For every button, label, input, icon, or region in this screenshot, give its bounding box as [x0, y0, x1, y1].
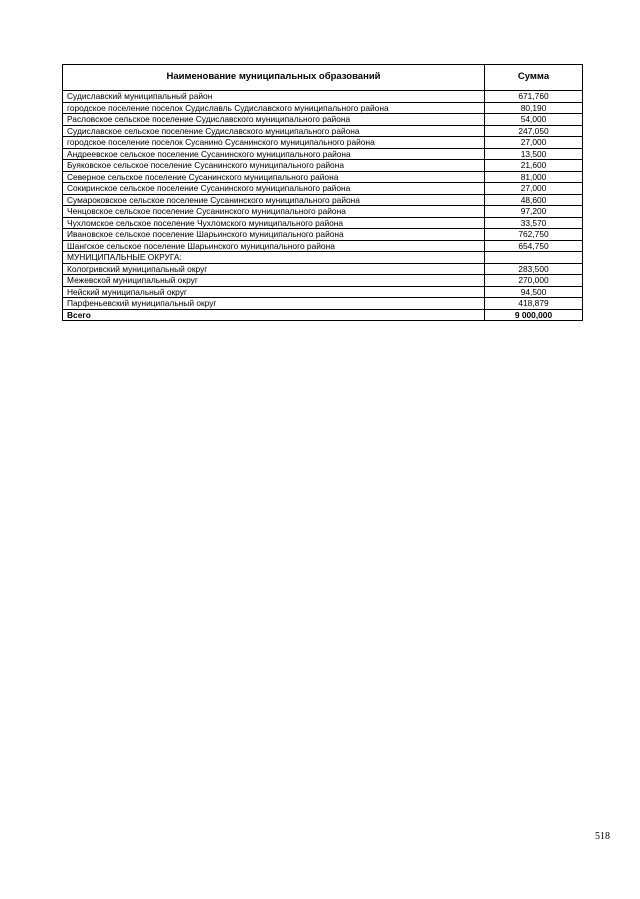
row-sum-cell: 21,600 [485, 160, 583, 172]
row-name-cell: городское поселение поселок Судиславль Судиславского муниципального района [63, 102, 485, 114]
total-sum-cell: 9 000,000 [485, 309, 583, 321]
table-row [63, 114, 583, 126]
row-name-cell: Андреевское сельское поселение Сусанинского муниципального района [63, 148, 485, 160]
table-row [63, 171, 583, 183]
row-sum-cell: 762,750 [485, 229, 583, 241]
row-name-cell: Чухломское сельское поселение Чухломского муниципального района [63, 217, 485, 229]
row-name-cell: Судиславский муниципальный район [63, 91, 485, 103]
row-sum-cell: 54,000 [485, 114, 583, 126]
row-sum-cell: 33,570 [485, 217, 583, 229]
table-row [63, 194, 583, 206]
row-name-cell: Расловское сельское поселение Судиславского муниципального района [63, 114, 485, 126]
row-sum-cell: 27,000 [485, 137, 583, 149]
row-sum-cell: 418,879 [485, 298, 583, 310]
table-row [63, 183, 583, 195]
table-row [63, 240, 583, 252]
row-name-cell: городское поселение поселок Сусанино Сусанинского муниципального района [63, 137, 485, 149]
column-header-sum: Сумма [485, 65, 583, 91]
table-row [63, 91, 583, 103]
row-sum-cell: 80,190 [485, 102, 583, 114]
table-row [63, 229, 583, 241]
row-name-cell: Сокиринское сельское поселение Сусанинского муниципального района [63, 183, 485, 195]
row-sum-cell: 97,200 [485, 206, 583, 218]
row-name-cell: Сумароковское сельское поселение Сусанинского муниципального района [63, 194, 485, 206]
table-row [63, 275, 583, 287]
row-name-cell: Межевской муниципальный округ [63, 275, 485, 287]
row-sum-cell: 13,500 [485, 148, 583, 160]
table-row [63, 160, 583, 172]
table-row [63, 298, 583, 310]
row-name-cell: Ивановское сельское поселение Шарьинского муниципального района [63, 229, 485, 241]
row-sum-cell: 270,000 [485, 275, 583, 287]
page-number: 518 [595, 831, 610, 842]
row-sum-cell: 654,750 [485, 240, 583, 252]
row-name-cell: Судиславское сельское поселение Судиславского муниципального района [63, 125, 485, 137]
row-name-cell: МУНИЦИПАЛЬНЫЕ ОКРУГА: [63, 252, 485, 264]
row-name-cell: Парфеньевский муниципальный округ [63, 298, 485, 310]
row-sum-cell: 81,000 [485, 171, 583, 183]
table-header-row [63, 65, 583, 91]
row-sum-cell: 27,000 [485, 183, 583, 195]
row-sum-cell: 94,500 [485, 286, 583, 298]
row-name-cell: Северное сельское поселение Сусанинского муниципального района [63, 171, 485, 183]
row-sum-cell: 671,760 [485, 91, 583, 103]
row-name-cell: Кологривский муниципальный округ [63, 263, 485, 275]
row-name-cell: Ченцовское сельское поселение Сусанинского муниципального района [63, 206, 485, 218]
table-row [63, 252, 583, 264]
row-sum-cell: 247,050 [485, 125, 583, 137]
table-row [63, 125, 583, 137]
row-name-cell: Нейский муниципальный округ [63, 286, 485, 298]
table-row [63, 286, 583, 298]
table-row [63, 206, 583, 218]
table-row [63, 137, 583, 149]
row-name-cell: Буяковское сельское поселение Сусанинского муниципального района [63, 160, 485, 172]
total-row [63, 309, 583, 321]
column-header-name: Наименование муниципальных образований [63, 65, 485, 91]
table-row [63, 148, 583, 160]
allocation-table [62, 64, 583, 321]
total-label-cell: Всего [63, 309, 485, 321]
table-row [63, 102, 583, 114]
row-sum-cell: 283,500 [485, 263, 583, 275]
row-sum-cell: 48,600 [485, 194, 583, 206]
row-name-cell: Шангское сельское поселение Шарьинского муниципального района [63, 240, 485, 252]
row-sum-cell [485, 252, 583, 264]
table-row [63, 263, 583, 275]
table-row [63, 217, 583, 229]
